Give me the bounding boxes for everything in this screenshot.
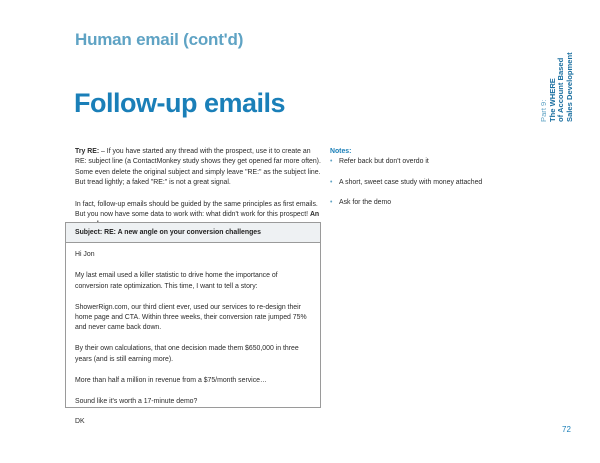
email-line: Sound like it's worth a 17-minute demo? bbox=[75, 397, 198, 405]
note-item: • A short, sweet case study with money attached bbox=[330, 178, 540, 188]
paragraph-try-re bbox=[75, 147, 323, 189]
notes-list bbox=[330, 157, 540, 208]
email-line: Hi Jon bbox=[75, 251, 95, 259]
email-line: By their own calculations, that one decision made them $650,000 in three years (and is still earning more). bbox=[75, 345, 299, 363]
paragraph-text: In fact, follow-up emails should be guided by the same principles as first emails. But you now have some data to work with: what didn't work for this prospect! bbox=[75, 200, 318, 219]
paragraph-bold: An bbox=[309, 211, 320, 219]
note-item: • Refer back but don't overdo it bbox=[330, 157, 540, 167]
example-email bbox=[65, 222, 321, 426]
chapter-line-1: The WHERE bbox=[547, 78, 557, 122]
chapter-part: Part 9: bbox=[539, 99, 548, 122]
page-title: Follow-up emails bbox=[74, 88, 286, 118]
section-title: Human email (cont'd) bbox=[75, 30, 244, 49]
email-signature: DK bbox=[75, 418, 85, 426]
email-body bbox=[66, 243, 320, 445]
notes-heading: Notes: bbox=[330, 148, 352, 155]
note-item: • Ask for the demo bbox=[330, 198, 540, 208]
email-subject: Subject: RE: A new angle on your conversion challenges bbox=[66, 223, 320, 243]
chapter-line-2: of Account Based bbox=[556, 57, 566, 122]
notes-panel bbox=[330, 147, 540, 209]
paragraph-text: – If you have started any thread with the prospect, use it to create an RE: subject line (a ContactMonkey study shows they get opened far more often). Some even delete the original subject and simply leave "RE:" as the subject line. But tread lightly; a faked "RE:" is not a great signal. bbox=[75, 148, 321, 187]
email-line: ShowerRign.com, our third client ever, used our services to re-design their home page and CTA. Within three weeks, their conversion rate jumped 75% and never came back down. bbox=[75, 303, 307, 332]
chapter-label bbox=[540, 22, 586, 122]
email-line: More than half a million in revenue from a $75/month service… bbox=[75, 376, 267, 384]
email-line: My last email used a killer statistic to drive home the importance of conversion rate optimization. This time, I want to tell a story: bbox=[75, 272, 278, 290]
page-number: 72 bbox=[562, 425, 571, 434]
paragraph-lead: Try RE: bbox=[75, 148, 100, 155]
chapter-line-3: Sales Development bbox=[564, 52, 574, 122]
